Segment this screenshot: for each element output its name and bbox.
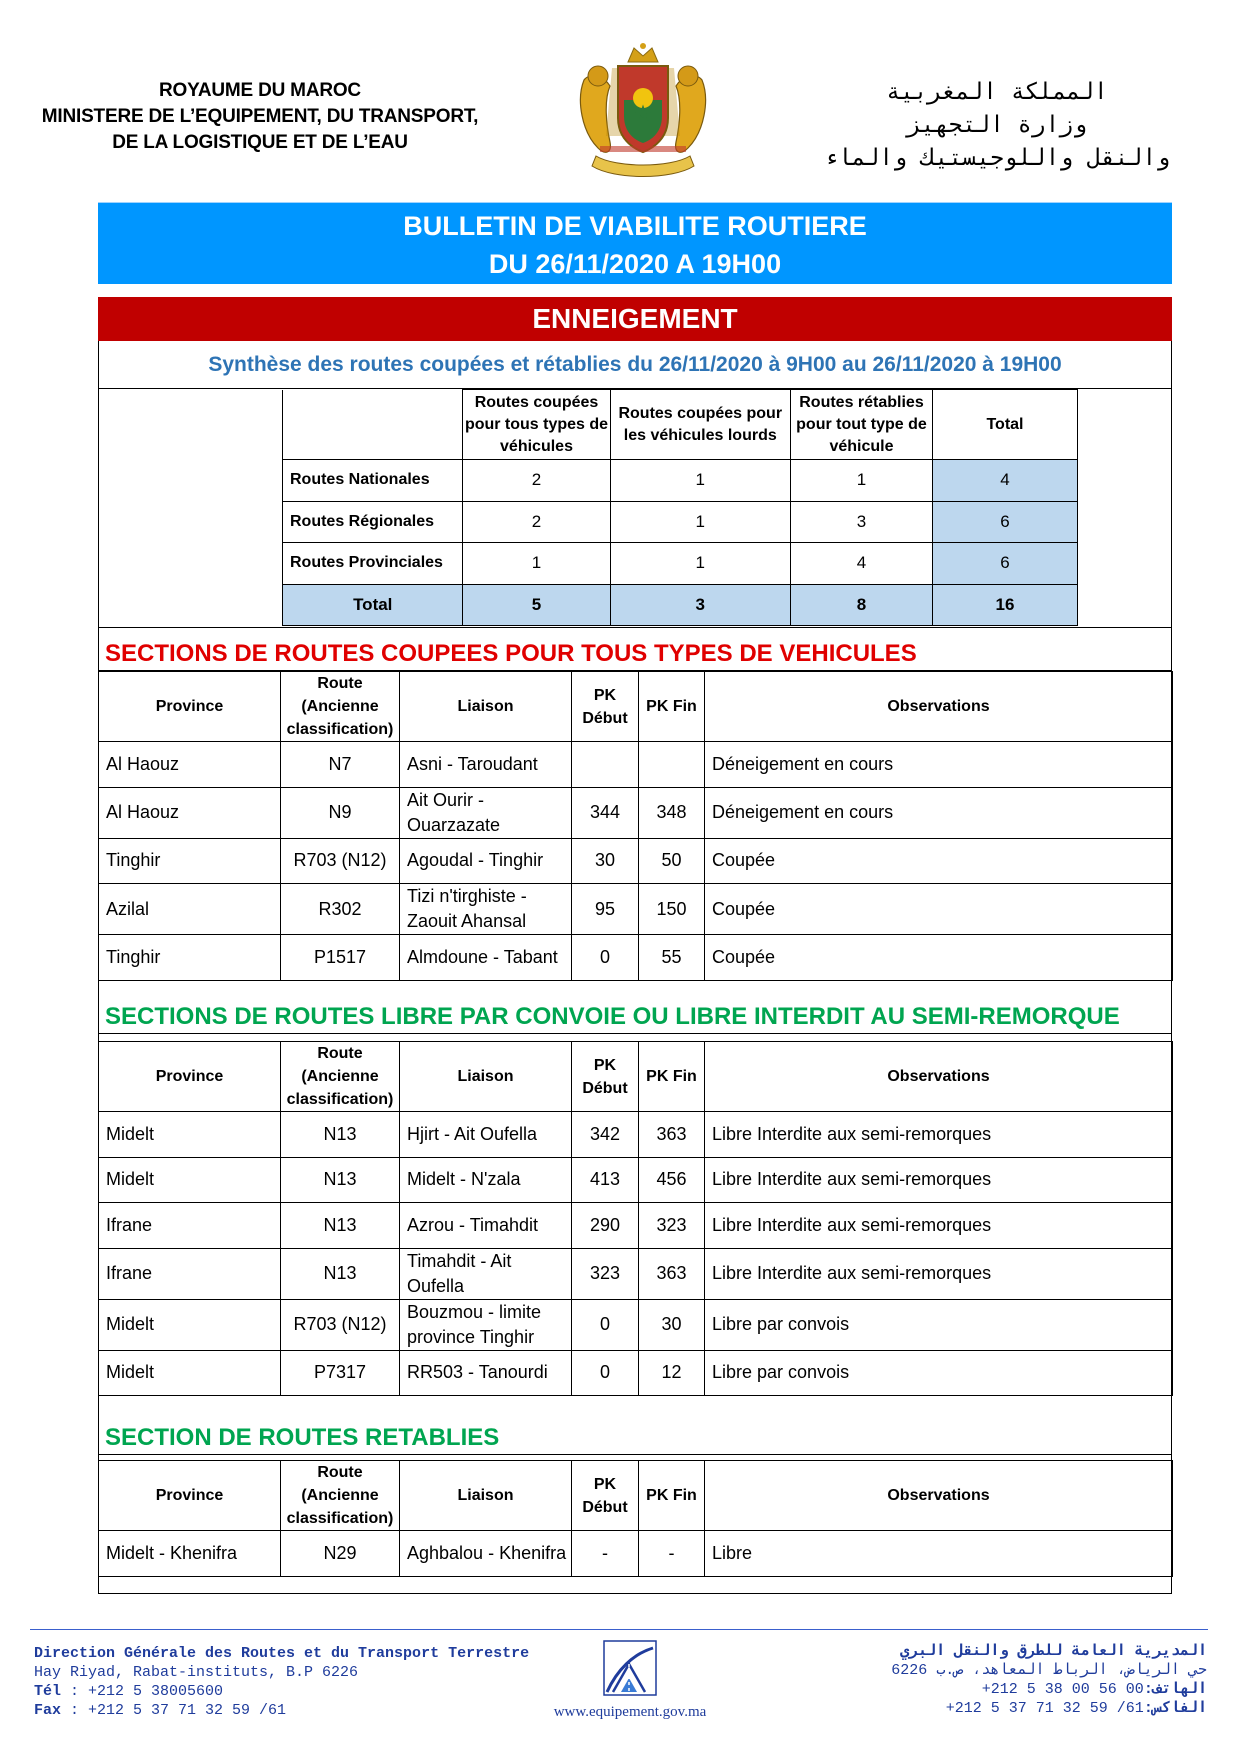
liaison-header — [400, 1461, 572, 1531]
footer-ar-fax — [891, 1699, 1207, 1718]
summary-row — [283, 543, 1078, 585]
province-cell: Al Haouz — [99, 787, 281, 838]
ministry-logo-icon — [603, 1640, 657, 1696]
pk-debut-cell: 413 — [572, 1157, 639, 1203]
observations-cell: Déneigement en cours — [705, 742, 1173, 788]
pk-fin-cell: 55 — [639, 935, 705, 981]
header-ar-line-1: المملكة المغربية — [886, 79, 1108, 105]
footer-tel-label: Tél — [34, 1683, 62, 1700]
pk-fin-cell: 323 — [639, 1203, 705, 1249]
pk-fin-cell: - — [639, 1531, 705, 1577]
liaison-cell: Almdoune - Tabant — [400, 935, 572, 981]
pk-fin-cell: 456 — [639, 1157, 705, 1203]
summary-row-label: Routes Régionales — [283, 501, 463, 543]
summary-cell: 4 — [791, 543, 933, 585]
pk-fin-cell: 363 — [639, 1112, 705, 1158]
summary-cell: 1 — [463, 543, 610, 585]
pk-fin-header-text: PK Fin — [646, 1487, 697, 1504]
observations-cell: Libre par convois — [705, 1299, 1173, 1350]
summary-grand-total: 16 — [932, 584, 1077, 626]
synthese-heading: Synthèse des routes coupées et rétablies du 26/11/2020 à 9H00 au 26/11/2020 à 19H00 — [98, 341, 1172, 389]
table-row — [99, 1248, 1173, 1299]
pk-fin-header — [639, 672, 705, 742]
liaison-cell: Timahdit - Ait Oufella — [400, 1248, 572, 1299]
bulletin-title: BULLETIN DE VIABILITE ROUTIERE — [403, 211, 867, 241]
observations-cell: Libre par convois — [705, 1350, 1173, 1396]
footer-tel — [34, 1682, 529, 1701]
summary-cell: 2 — [463, 460, 610, 502]
liaison-header-text: Liaison — [457, 1068, 514, 1085]
table-row — [99, 787, 1173, 838]
pk-debut-header — [572, 672, 639, 742]
footer-address: Hay Riyad, Rabat-instituts, B.P 6226 — [34, 1664, 359, 1681]
enneigement-heading: ENNEIGEMENT — [98, 297, 1172, 341]
province-cell: Midelt — [99, 1350, 281, 1396]
summary-row — [283, 460, 1078, 502]
summary-row-total: 6 — [932, 543, 1077, 585]
liaison-cell: Midelt - N'zala — [400, 1157, 572, 1203]
pk-fin-cell: 50 — [639, 838, 705, 884]
footer-fax — [34, 1701, 529, 1720]
pk-fin-cell: 150 — [639, 884, 705, 935]
route-cell: N13 — [281, 1248, 400, 1299]
route-cell: N13 — [281, 1203, 400, 1249]
pk-debut-cell: 342 — [572, 1112, 639, 1158]
observations-header-text: Observations — [887, 1487, 990, 1504]
pk-debut-cell: 290 — [572, 1203, 639, 1249]
footer-tel-value: : +212 5 38005600 — [61, 1683, 224, 1700]
pk-debut-cell: 30 — [572, 838, 639, 884]
pk-fin-header — [639, 1461, 705, 1531]
route-header-text: (Ancienne — [301, 1068, 379, 1085]
route-header-text: Route — [317, 1464, 363, 1481]
footer-ar-tel-label: الهاتف: — [1143, 1681, 1207, 1698]
pk-fin-cell — [639, 742, 705, 788]
bulletin-title-banner — [98, 202, 1172, 284]
summary-total-row — [283, 584, 1078, 626]
column-header-row — [99, 1042, 1173, 1112]
coat-of-arms-icon — [576, 40, 710, 182]
observations-header — [705, 672, 1173, 742]
pk-debut-cell: 0 — [572, 935, 639, 981]
observations-cell: Coupée — [705, 884, 1173, 935]
footer-rule — [30, 1629, 1208, 1630]
pk-debut-cell: 323 — [572, 1248, 639, 1299]
route-cell: R703 (N12) — [281, 1299, 400, 1350]
table-row — [99, 1112, 1173, 1158]
section-retablies-table — [98, 1460, 1173, 1577]
route-cell: P1517 — [281, 935, 400, 981]
liaison-cell: Agoudal - Tinghir — [400, 838, 572, 884]
route-header-text: classification) — [286, 1510, 394, 1527]
province-cell: Azilal — [99, 884, 281, 935]
table-row — [99, 1203, 1173, 1249]
summary-table — [282, 389, 1078, 626]
pk-debut-header-text: Début — [582, 709, 628, 727]
table-row — [99, 1157, 1173, 1203]
pk-fin-header-text: PK Fin — [646, 1068, 697, 1085]
table-row — [99, 884, 1173, 935]
pk-debut-header — [572, 1461, 639, 1531]
province-cell: Midelt — [99, 1112, 281, 1158]
route-cell: R302 — [281, 884, 400, 935]
footer-org: Direction Générale des Routes et du Transport Terrestre — [34, 1645, 530, 1662]
liaison-header-text: Liaison — [457, 698, 514, 715]
pk-fin-header — [639, 1042, 705, 1112]
summary-col-retablies: Routes rétablies pour tout type de véhicule — [791, 390, 933, 460]
observations-cell: Libre Interdite aux semi-remorques — [705, 1248, 1173, 1299]
route-cell: N13 — [281, 1112, 400, 1158]
table-row — [99, 1350, 1173, 1396]
summary-total-cell: 5 — [463, 584, 610, 626]
summary-row-total: 6 — [932, 501, 1077, 543]
province-cell: Midelt — [99, 1299, 281, 1350]
route-header-text: (Ancienne — [301, 698, 379, 715]
route-header-text: classification) — [286, 1091, 394, 1108]
bulletin-date: DU 26/11/2020 A 19H00 — [488, 249, 782, 279]
pk-debut-header-text: Début — [582, 1079, 628, 1097]
summary-cell: 1 — [610, 543, 790, 585]
table-row — [99, 1531, 1173, 1577]
province-header-text: Province — [155, 698, 224, 715]
liaison-cell: Ait Ourir - Ouarzazate — [400, 787, 572, 838]
route-cell: N29 — [281, 1531, 400, 1577]
pk-fin-cell: 12 — [639, 1350, 705, 1396]
pk-debut-header-text: PK — [593, 686, 617, 704]
pk-debut-header-text: PK — [593, 1475, 617, 1493]
section-coupees-table — [98, 671, 1173, 981]
route-header — [281, 1042, 400, 1112]
province-cell: Tinghir — [99, 838, 281, 884]
ministry-header-ar — [787, 76, 1207, 175]
header-line-3: DE LA LOGISTIQUE ET DE L’EAU — [112, 132, 408, 153]
province-header — [99, 1461, 281, 1531]
pk-debut-cell: 0 — [572, 1350, 639, 1396]
divider — [98, 627, 1172, 628]
province-cell: Ifrane — [99, 1248, 281, 1299]
observations-header-text: Observations — [887, 1068, 990, 1085]
liaison-cell: Asni - Taroudant — [400, 742, 572, 788]
province-header-text: Province — [155, 1487, 224, 1504]
summary-col-total: Total — [932, 390, 1077, 460]
route-cell: N13 — [281, 1157, 400, 1203]
observations-cell: Libre Interdite aux semi-remorques — [705, 1157, 1173, 1203]
footer-contact-ar — [891, 1642, 1207, 1718]
summary-row-label: Routes Nationales — [283, 460, 463, 502]
ministry-header-fr — [30, 78, 490, 156]
route-cell: N7 — [281, 742, 400, 788]
summary-total-cell: 3 — [610, 584, 790, 626]
liaison-header-text: Liaison — [457, 1487, 514, 1504]
liaison-header — [400, 1042, 572, 1112]
column-header-row — [99, 1461, 1173, 1531]
province-cell: Midelt - Khenifra — [99, 1531, 281, 1577]
footer-ar-fax-label: الفاكس: — [1143, 1700, 1207, 1717]
province-cell: Midelt — [99, 1157, 281, 1203]
liaison-cell: Hjirt - Ait Oufella — [400, 1112, 572, 1158]
observations-cell: Coupée — [705, 935, 1173, 981]
observations-header — [705, 1461, 1173, 1531]
pk-debut-header-text: PK — [593, 1056, 617, 1074]
province-header — [99, 672, 281, 742]
summary-row-label: Routes Provinciales — [283, 543, 463, 585]
table-row — [99, 935, 1173, 981]
route-cell: P7317 — [281, 1350, 400, 1396]
liaison-cell: RR503 - Tanourdi — [400, 1350, 572, 1396]
liaison-cell: Tizi n'tirghiste - Zaouit Ahansal — [400, 884, 572, 935]
summary-cell: 1 — [610, 501, 790, 543]
observations-cell: Coupée — [705, 838, 1173, 884]
province-header — [99, 1042, 281, 1112]
pk-debut-cell: 344 — [572, 787, 639, 838]
observations-cell: Libre Interdite aux semi-remorques — [705, 1112, 1173, 1158]
footer-website-link[interactable]: www.equipement.gov.ma — [553, 1704, 707, 1720]
pk-debut-cell: - — [572, 1531, 639, 1577]
summary-cell: 2 — [463, 501, 610, 543]
section-convoi-table — [98, 1041, 1173, 1396]
summary-header-row — [283, 390, 1078, 460]
province-header-text: Province — [155, 1068, 224, 1085]
pk-fin-cell: 30 — [639, 1299, 705, 1350]
footer-ar-org: المديرية العامة للطرق والنقل البري — [900, 1643, 1207, 1660]
pk-fin-cell: 363 — [639, 1248, 705, 1299]
footer-contact-fr — [34, 1644, 529, 1720]
route-header-text: (Ancienne — [301, 1487, 379, 1504]
footer-ar-address: حي الرياض، الرباط المعاهد، ص.ب 6226 — [891, 1662, 1207, 1679]
header-line-1: ROYAUME DU MAROC — [159, 80, 361, 101]
summary-corner — [283, 390, 463, 460]
summary-row-total: 4 — [932, 460, 1077, 502]
route-header — [281, 1461, 400, 1531]
liaison-header — [400, 672, 572, 742]
pk-fin-header-text: PK Fin — [646, 698, 697, 715]
pk-debut-cell: 0 — [572, 1299, 639, 1350]
footer-fax-label: Fax — [34, 1702, 62, 1719]
liaison-cell: Azrou - Timahdit — [400, 1203, 572, 1249]
observations-cell: Déneigement en cours — [705, 787, 1173, 838]
pk-debut-cell — [572, 742, 639, 788]
pk-debut-header — [572, 1042, 639, 1112]
route-header — [281, 672, 400, 742]
route-header-text: Route — [317, 675, 363, 692]
section-convoi-title: SECTIONS DE ROUTES LIBRE PAR CONVOIE OU LIBRE INTERDIT AU SEMI-REMORQUE — [98, 1000, 1172, 1034]
observations-cell: Libre — [705, 1531, 1173, 1577]
pk-debut-header-text: Début — [582, 1498, 628, 1516]
liaison-cell: Bouzmou - limite province Tinghir — [400, 1299, 572, 1350]
section-coupees-title: SECTIONS DE ROUTES COUPEES POUR TOUS TYPES DE VEHICULES — [98, 637, 1172, 671]
route-cell: R703 (N12) — [281, 838, 400, 884]
route-header-text: Route — [317, 1045, 363, 1062]
column-header-row — [99, 672, 1173, 742]
footer-ar-tel — [891, 1680, 1207, 1699]
liaison-cell: Aghbalou - Khenifra — [400, 1531, 572, 1577]
province-cell: Tinghir — [99, 935, 281, 981]
footer-fax-value: : +212 5 37 71 32 59 /61 — [61, 1702, 287, 1719]
header-line-2: MINISTERE DE L’EQUIPEMENT, DU TRANSPORT, — [41, 106, 479, 127]
summary-cell: 1 — [610, 460, 790, 502]
summary-total-cell: 8 — [791, 584, 933, 626]
footer-ar-tel-value: +212 5 38 00 56 00 — [981, 1681, 1144, 1698]
route-header-text: classification) — [286, 721, 394, 738]
summary-col-lourds: Routes coupées pour les véhicules lourds — [610, 390, 790, 460]
summary-total-label: Total — [283, 584, 463, 626]
summary-cell: 3 — [791, 501, 933, 543]
route-cell: N9 — [281, 787, 400, 838]
province-cell: Ifrane — [99, 1203, 281, 1249]
section-retablies-title: SECTION DE ROUTES RETABLIES — [98, 1421, 1172, 1455]
summary-cell: 1 — [791, 460, 933, 502]
summary-row — [283, 501, 1078, 543]
table-row — [99, 838, 1173, 884]
observations-header — [705, 1042, 1173, 1112]
table-row — [99, 742, 1173, 788]
province-cell: Al Haouz — [99, 742, 281, 788]
pk-debut-cell: 95 — [572, 884, 639, 935]
pk-fin-cell: 348 — [639, 787, 705, 838]
header-ar-line-2: وزارة التجهيز — [906, 112, 1087, 138]
observations-cell: Libre Interdite aux semi-remorques — [705, 1203, 1173, 1249]
observations-header-text: Observations — [887, 698, 990, 715]
summary-col-coupees: Routes coupées pour tous types de véhicules — [463, 390, 610, 460]
footer-ar-fax-value: +212 5 37 71 32 59 /61 — [945, 1700, 1144, 1717]
table-row — [99, 1299, 1173, 1350]
header-ar-line-3: والنقل واللوجيستيك والماء — [823, 145, 1171, 171]
